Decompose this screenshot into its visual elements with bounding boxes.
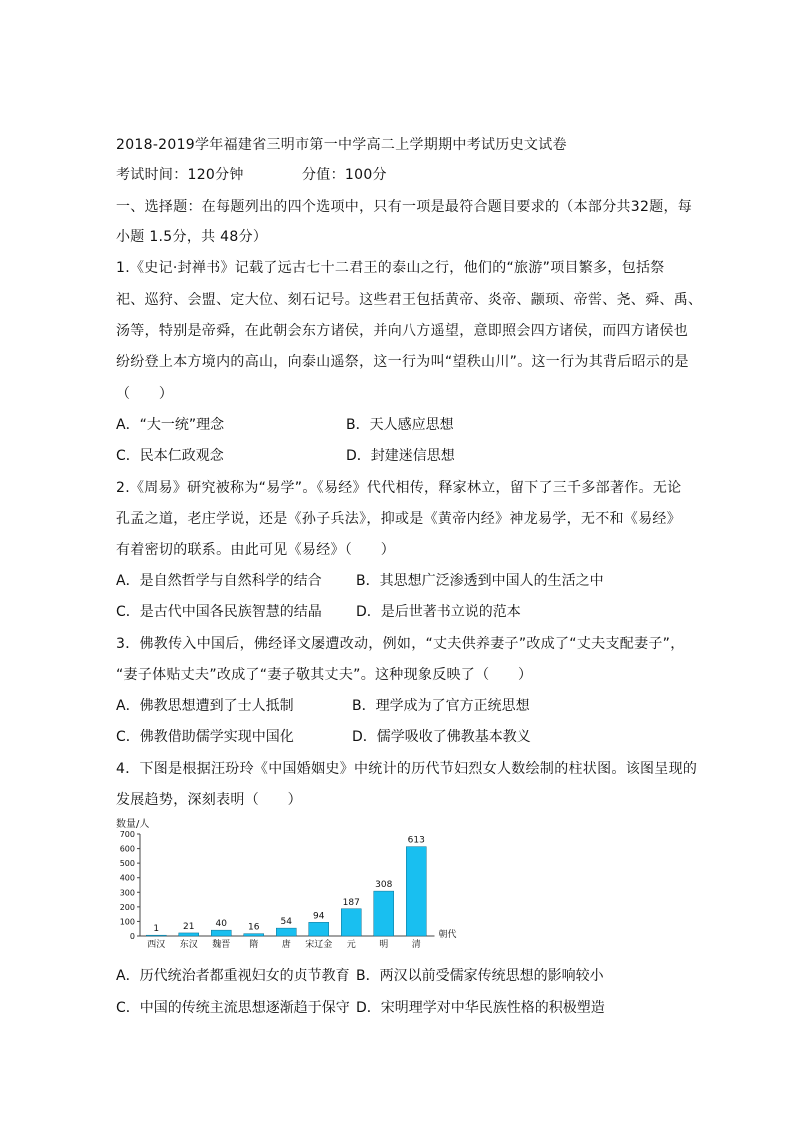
- q1-stem-line-2: 祀、巡狩、会盟、定大位、刻石记号。这些君王包括黄帝、炎帝、颛顼、帝喾、尧、舜、禹、: [116, 292, 703, 308]
- x-axis-label: 朝代: [438, 930, 457, 940]
- x-category-label: 元: [346, 940, 356, 950]
- q4-option-d[interactable]: D．宋明理学对中华民族性格的积极塑造: [356, 1000, 605, 1016]
- q2-stem-line-2: 孔孟之道，老庄学说，还是《孙子兵法》，抑或是《黄帝内经》神龙易学，无不和《易经》: [116, 511, 681, 527]
- q1-stem-line-4: 纷纷登上本方境内的高山，向泰山遥祭，这一行为叫“望秩山川”。这一行为其背后昭示的是: [116, 354, 689, 370]
- bar-value-label: 21: [183, 921, 195, 932]
- y-tick-label: 0: [129, 932, 135, 941]
- bar-value-label: 16: [248, 922, 260, 933]
- x-category-label: 清: [411, 940, 421, 950]
- y-axis-label: 数量/人: [116, 819, 150, 830]
- q3-stem-line-2: “妻子体贴丈夫”改成了“妻子敬其丈夫”。这种现象反映了（ ）: [116, 667, 533, 683]
- dynasty-bar-chart: [112, 812, 462, 950]
- bar-8: [374, 891, 394, 936]
- q3-option-a[interactable]: A．佛教思想遭到了士人抵制: [116, 698, 294, 714]
- y-tick-label: 500: [119, 859, 135, 869]
- x-category-label: 宋辽金: [305, 940, 333, 950]
- bar-2: [179, 933, 199, 936]
- q4-stem-line-1: 4．下图是根据汪玢玲《中国婚姻史》中统计的历代节妇烈女人数绘制的柱状图。该图呈现的: [116, 761, 698, 777]
- x-category-label: 隋: [249, 940, 259, 950]
- q3-stem-line-1: 3．佛教传入中国后，佛经译文屡遭改动，例如，“丈夫供养妻子”改成了“丈夫支配妻子”，: [116, 636, 685, 652]
- q1-option-c[interactable]: C．民本仁政观念: [116, 448, 224, 464]
- exam-title: 2018-2019学年福建省三明市第一中学高二上学期期中考试历史文试卷: [116, 137, 567, 153]
- q1-stem-line-1: 1.《史记·封禅书》记载了远古七十二君王的泰山之行，他们的“旅游”项目繁多，包括祭: [116, 260, 665, 276]
- q4-option-b[interactable]: B．两汉以前受儒家传统思想的影响较小: [356, 968, 604, 984]
- bar-value-label: 187: [342, 897, 360, 908]
- q2-stem-line-3: 有着密切的联系。由此可见《易经》（ ）: [116, 542, 395, 558]
- y-tick-label: 700: [119, 830, 135, 839]
- bar-value-label: 613: [407, 835, 425, 846]
- q1-option-a[interactable]: A．“大一统”理念: [116, 417, 225, 433]
- bar-value-label: 308: [375, 880, 393, 891]
- q2-option-d[interactable]: D．是后世著书立说的范本: [356, 604, 521, 620]
- q3-option-c[interactable]: C．佛教借助儒学实现中国化: [116, 729, 294, 745]
- x-category-label: 唐: [281, 940, 291, 950]
- q4-stem-line-2: 发展趋势，深刻表明（ ）: [116, 792, 302, 808]
- bar-6: [309, 922, 329, 936]
- q1-stem-line-5: （ ）: [116, 386, 174, 402]
- bar-9: [406, 847, 426, 936]
- x-category-label: 魏晋: [212, 940, 231, 950]
- bar-7: [341, 909, 361, 936]
- y-tick-label: 400: [119, 873, 135, 883]
- q1-stem-line-3: 汤等，特别是帝舜，在此朝会东方诸侯，并向八方遥望，意即照会四方诸侯，而四方诸侯也: [116, 323, 688, 339]
- q1-option-d[interactable]: D．封建迷信思想: [346, 448, 455, 464]
- y-tick-label: 200: [119, 902, 135, 912]
- q4-option-c[interactable]: C．中国的传统主流思想逐渐趋于保守: [116, 1000, 350, 1016]
- q3-option-b[interactable]: B．理学成为了官方正统思想: [352, 698, 530, 714]
- x-category-label: 明: [379, 940, 389, 950]
- exam-score: 分值：100分: [302, 167, 387, 183]
- y-tick-label: 300: [119, 888, 135, 898]
- bar-value-label: 40: [215, 919, 227, 930]
- bar-1: [146, 935, 166, 936]
- y-tick-label: 600: [119, 844, 135, 854]
- section-heading-line-2: 小题 1.5分，共 48分）: [116, 229, 268, 245]
- section-heading-line-1: 一、选择题：在每题列出的四个选项中，只有一项是最符合题目要求的（本部分共32题，每: [116, 199, 693, 215]
- q2-option-c[interactable]: C．是古代中国各民族智慧的结晶: [116, 604, 322, 620]
- q2-option-b[interactable]: B．其思想广泛渗透到中国人的生活之中: [356, 573, 604, 589]
- y-tick-label: 100: [119, 917, 135, 927]
- x-category-label: 西汉: [147, 940, 166, 950]
- bar-4: [244, 934, 264, 936]
- exam-time: 考试时间：120分钟: [116, 167, 244, 183]
- q3-option-d[interactable]: D．儒学吸收了佛教基本教义: [352, 729, 531, 745]
- x-category-label: 东汉: [179, 940, 198, 950]
- q1-option-b[interactable]: B．天人感应思想: [346, 417, 454, 433]
- bar-3: [211, 930, 231, 936]
- bar-5: [276, 928, 296, 936]
- bar-value-label: 54: [280, 917, 292, 928]
- bar-value-label: 1: [153, 924, 160, 935]
- q4-option-a[interactable]: A．历代统治者都重视妇女的贞节教育: [116, 968, 350, 984]
- q2-stem-line-1: 2.《周易》研究被称为“易学”。《易经》代代相传，释家林立，留下了三千多部著作。无论: [116, 480, 682, 496]
- q2-option-a[interactable]: A．是自然哲学与自然科学的结合: [116, 573, 322, 589]
- bar-value-label: 94: [313, 911, 325, 922]
